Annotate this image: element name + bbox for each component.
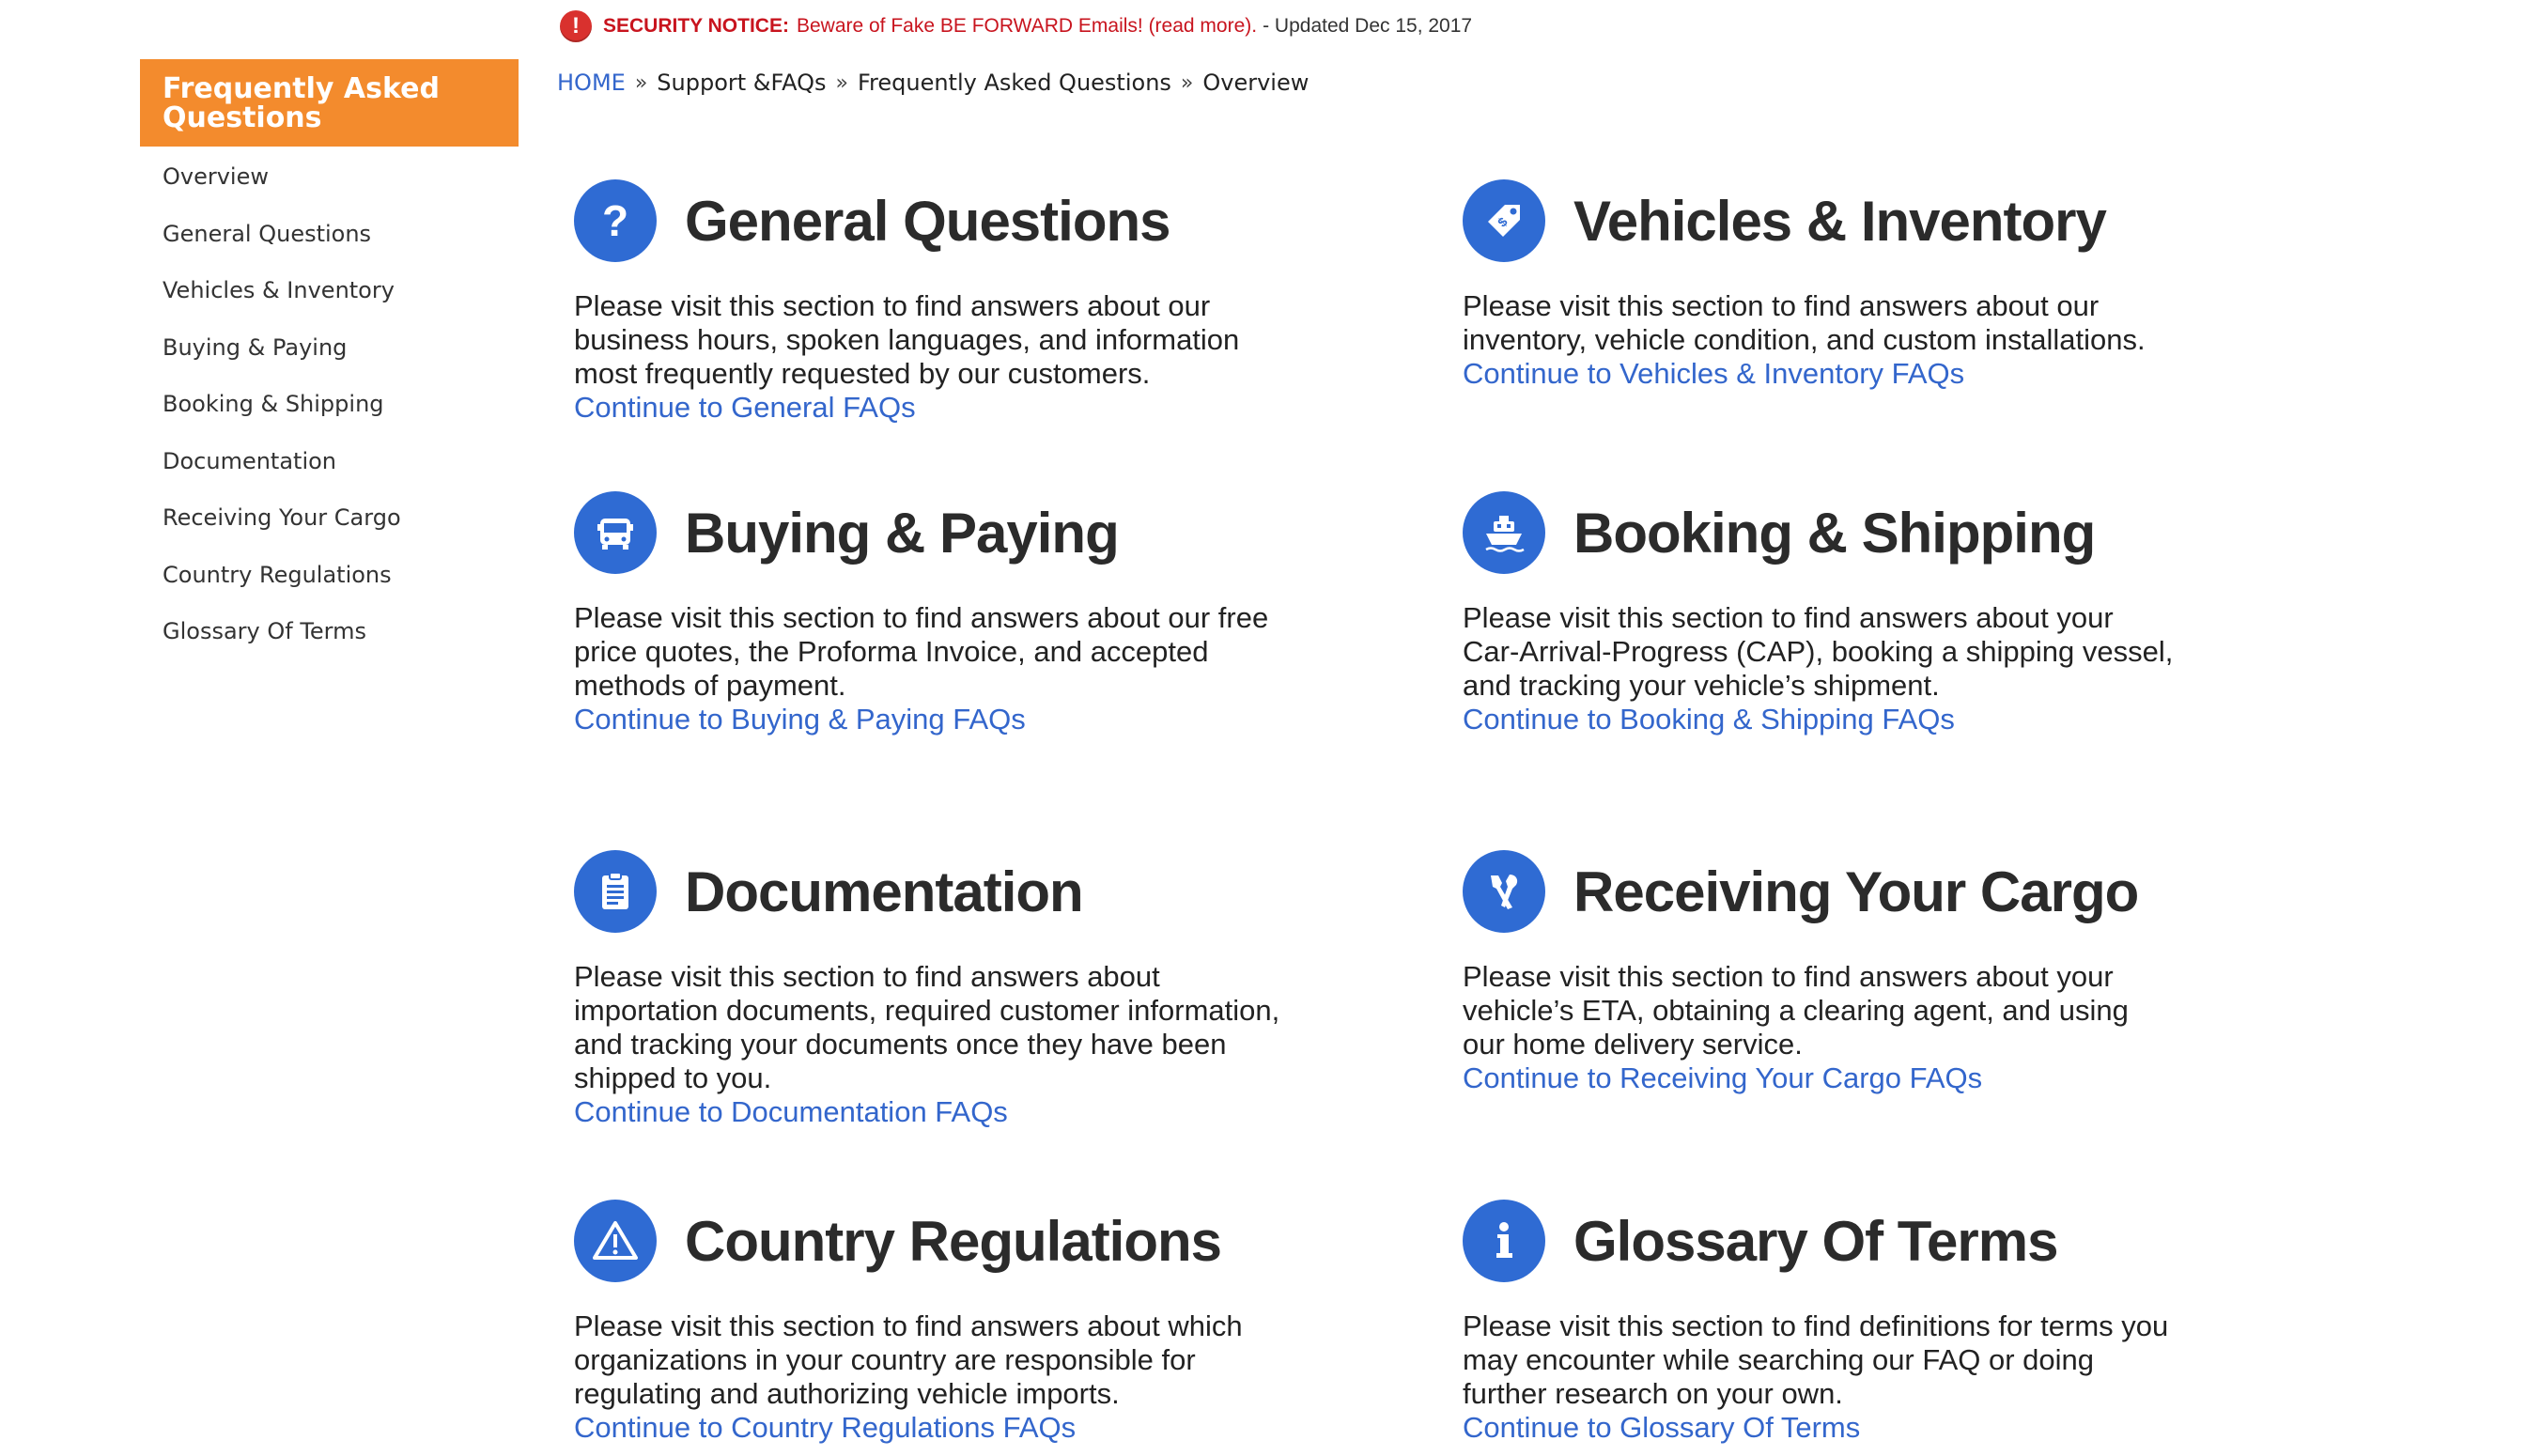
continue-link[interactable]: Continue to Documentation FAQs — [574, 1095, 1008, 1128]
sidebar-item-booking-shipping[interactable]: Booking & Shipping — [163, 391, 384, 418]
continue-link[interactable]: Continue to Glossary Of Terms — [1463, 1411, 1861, 1444]
sidebar-item-glossary[interactable]: Glossary Of Terms — [163, 618, 367, 645]
faq-section-general-questions — [574, 178, 1325, 425]
sidebar-item-receiving-cargo[interactable]: Receiving Your Cargo — [163, 504, 401, 532]
svg-text:$: $ — [1494, 213, 1511, 230]
sidebar-item-buying-paying[interactable]: Buying & Paying — [163, 333, 348, 361]
section-description: Please visit this section to find answers about importation documents, required customer information, and tracking your documents once they have been shipped to you. — [574, 960, 1280, 1094]
sidebar-item-vehicles-inventory[interactable]: Vehicles & Inventory — [163, 277, 395, 304]
info-icon — [1463, 1200, 1545, 1282]
section-description: Please visit this section to find definitions for terms you may encounter while searching our FAQ or doing further research on your own. — [1463, 1309, 2169, 1410]
faq-section-glossary — [1463, 1199, 2214, 1445]
section-title: General Questions — [685, 189, 1170, 253]
faq-sidebar — [140, 59, 519, 660]
faq-section-vehicles-inventory — [1463, 178, 2214, 391]
svg-text:?: ? — [601, 196, 629, 245]
sidebar-item-overview[interactable]: Overview — [163, 163, 269, 191]
continue-link[interactable]: Continue to Booking & Shipping FAQs — [1463, 703, 1955, 736]
section-description: Please visit this section to find answers about your vehicle’s ETA, obtaining a clearing agent, and using our home delivery service. — [1463, 960, 2129, 1061]
section-title: Booking & Shipping — [1573, 501, 2096, 565]
breadcrumb-separator: » — [634, 70, 648, 95]
continue-link[interactable]: Continue to Vehicles & Inventory FAQs — [1463, 357, 1965, 390]
faq-section-documentation — [574, 849, 1325, 1129]
question-icon — [574, 179, 657, 262]
sidebar-item-country-regulations[interactable]: Country Regulations — [163, 561, 392, 588]
breadcrumb-separator: » — [835, 70, 848, 95]
section-title: Buying & Paying — [685, 501, 1119, 565]
security-notice-label: SECURITY NOTICE: — [603, 15, 789, 37]
section-title: Glossary Of Terms — [1573, 1209, 2058, 1273]
section-description: Please visit this section to find answers about your Car-Arrival-Progress (CAP), booking a shipping vessel, and tracking your vehicle’s shipment. — [1463, 601, 2174, 702]
breadcrumb-separator: » — [1180, 70, 1194, 95]
tools-icon — [1463, 850, 1545, 933]
security-notice-updated: - Updated Dec 15, 2017 — [1263, 15, 1473, 37]
section-title: Receiving Your Cargo — [1573, 860, 2139, 923]
price-tag-icon — [1463, 179, 1545, 262]
breadcrumb-item-current: Overview — [1202, 70, 1309, 96]
breadcrumb-item-support[interactable]: Support &FAQs — [657, 70, 827, 96]
sidebar-item-general-questions[interactable]: General Questions — [163, 220, 372, 247]
section-title: Documentation — [685, 860, 1083, 923]
sidebar-title: Frequently Asked Questions — [140, 59, 519, 147]
sidebar-item-documentation[interactable]: Documentation — [163, 447, 337, 474]
faq-section-country-regulations — [574, 1199, 1325, 1445]
bus-icon — [574, 491, 657, 574]
continue-link[interactable]: Continue to Buying & Paying FAQs — [574, 703, 1026, 736]
section-title: Country Regulations — [685, 1209, 1222, 1273]
security-notice — [560, 9, 1472, 43]
ship-icon — [1463, 491, 1545, 574]
section-description: Please visit this section to find answers about our business hours, spoken languages, and information most frequently requested by our customers. — [574, 289, 1240, 390]
section-title: Vehicles & Inventory — [1573, 189, 2106, 253]
breadcrumb — [557, 70, 1309, 96]
continue-link[interactable]: Continue to Country Regulations FAQs — [574, 1411, 1077, 1444]
continue-link[interactable]: Continue to Receiving Your Cargo FAQs — [1463, 1061, 1983, 1094]
exclamation-icon: ! — [560, 10, 592, 42]
clipboard-icon — [574, 850, 657, 933]
warning-icon — [574, 1200, 657, 1282]
section-description: Please visit this section to find answers about our free price quotes, the Proforma Invoice, and accepted methods of payment. — [574, 601, 1269, 702]
section-description: Please visit this section to find answers about our inventory, vehicle condition, and custom installations. — [1463, 289, 2146, 356]
security-notice-link[interactable]: Beware of Fake BE FORWARD Emails! (read more). — [796, 15, 1258, 37]
breadcrumb-item-faq[interactable]: Frequently Asked Questions — [857, 70, 1171, 96]
faq-section-booking-shipping — [1463, 490, 2214, 736]
faq-section-receiving-cargo — [1463, 849, 2214, 1095]
faq-section-buying-paying — [574, 490, 1325, 736]
continue-link[interactable]: Continue to General FAQs — [574, 391, 916, 424]
section-description: Please visit this section to find answers about which organizations in your country are responsible for regulating and authorizing vehicle imports. — [574, 1309, 1243, 1410]
sidebar-nav — [140, 147, 519, 660]
breadcrumb-home-link[interactable]: HOME — [557, 70, 626, 96]
